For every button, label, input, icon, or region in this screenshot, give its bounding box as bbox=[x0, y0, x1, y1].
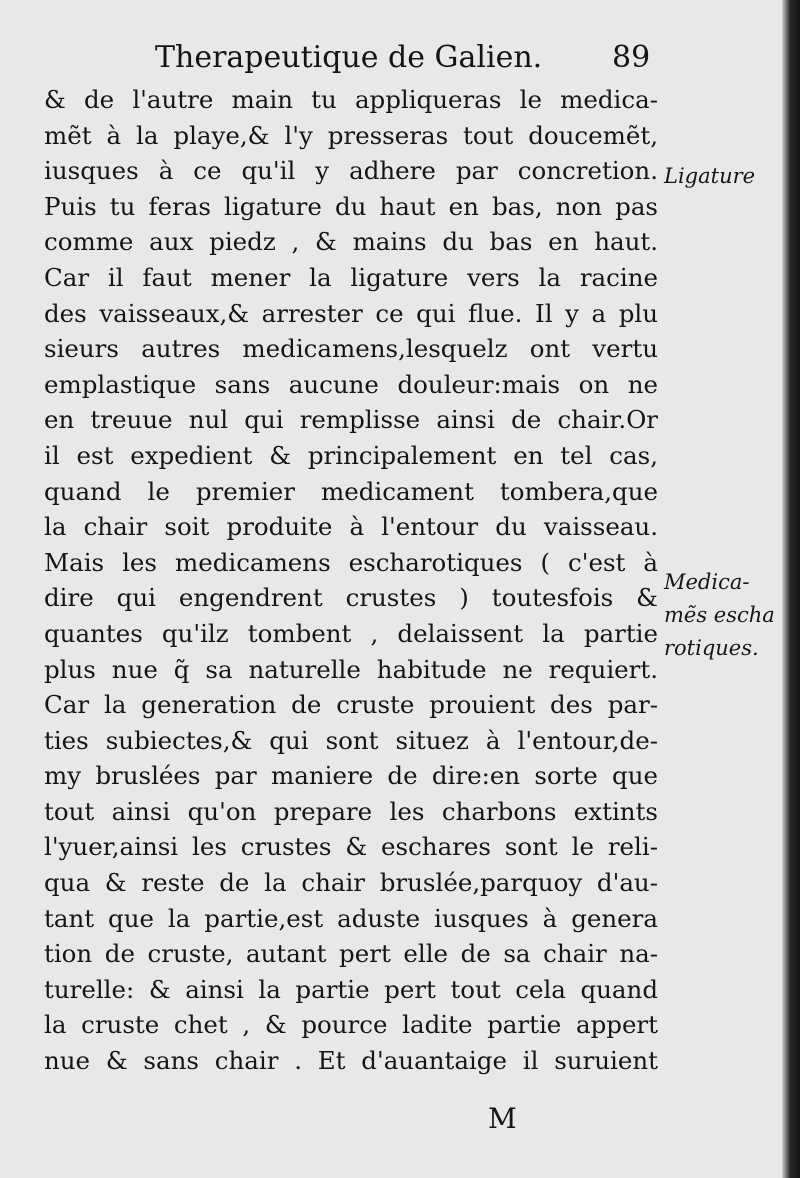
text-line: comme aux piedz , & mains du bas en haut. bbox=[44, 227, 658, 257]
text-line: des vaisseaux,& arrester ce qui flue. Il y a plu bbox=[44, 298, 658, 328]
text-line: iusques à ce qu'il y adhere par concretion. bbox=[44, 156, 658, 186]
text-line: mẽt à la playe,& l'y presseras tout doucemẽt, bbox=[44, 120, 658, 150]
text-line: quantes qu'ilz tombent , delaissent la partie bbox=[44, 618, 658, 648]
text-line: la chair soit produite à l'entour du vaisseau. bbox=[44, 512, 658, 542]
text-line: la cruste chet , & pource ladite partie appert bbox=[44, 1010, 658, 1040]
text-line: ties subiectes,& qui sont situez à l'entour,de- bbox=[44, 725, 658, 755]
text-line: tant que la partie,est aduste iusques à genera bbox=[44, 903, 658, 933]
text-line: qua & reste de la chair bruslée,parquoy d'au- bbox=[44, 868, 658, 898]
text-line: quand le premier medicament tombera,que bbox=[44, 476, 658, 506]
text-line: turelle: & ainsi la partie pert tout cela quand bbox=[44, 974, 658, 1004]
body-text bbox=[44, 82, 658, 1079]
text-line: en treuue nul qui remplisse ainsi de chair.Or bbox=[44, 405, 658, 435]
margin-note-escharotiques-3: rotiques. bbox=[664, 636, 759, 660]
text-line: dire qui engendrent crustes ) toutesfois & bbox=[44, 583, 658, 613]
text-line: sieurs autres medicamens,lesquelz ont vertu bbox=[44, 334, 658, 364]
text-line: emplastique sans aucune douleur:mais on ne bbox=[44, 369, 658, 399]
text-line: my bruslées par maniere de dire:en sorte que bbox=[44, 761, 658, 791]
text-line: l'yuer,ainsi les crustes & eschares sont le reli- bbox=[44, 832, 658, 862]
text-line: Car il faut mener la ligature vers la racine bbox=[44, 262, 658, 292]
text-line: tion de cruste, autant pert elle de sa chair na- bbox=[44, 939, 658, 969]
text-line: & de l'autre main tu appliqueras le medica- bbox=[44, 85, 658, 114]
text-line: nue & sans chair . Et d'auantaige il suruient bbox=[44, 1046, 658, 1076]
margin-note-escharotiques-2: mẽs escha bbox=[664, 603, 775, 627]
page-edge-shadow bbox=[782, 0, 800, 1178]
text-line: Puis tu feras ligature du haut en bas, non pas bbox=[44, 191, 658, 221]
signature-mark: M bbox=[488, 1102, 517, 1135]
text-line: Mais les medicamens escharotiques ( c'est à bbox=[44, 547, 658, 577]
text-line: il est expedient & principalement en tel cas, bbox=[44, 440, 658, 470]
running-title: Therapeutique de Galien. bbox=[155, 40, 543, 75]
text-line: plus nue q̃ sa naturelle habitude ne requiert. bbox=[44, 654, 658, 684]
margin-note-ligature: Ligature bbox=[664, 164, 756, 188]
page-number: 89 bbox=[612, 40, 651, 75]
text-line: tout ainsi qu'on prepare les charbons extints bbox=[44, 796, 658, 826]
margin-note-escharotiques-1: Medica- bbox=[664, 570, 750, 594]
text-line: Car la generation de cruste prouient des par- bbox=[44, 690, 658, 720]
